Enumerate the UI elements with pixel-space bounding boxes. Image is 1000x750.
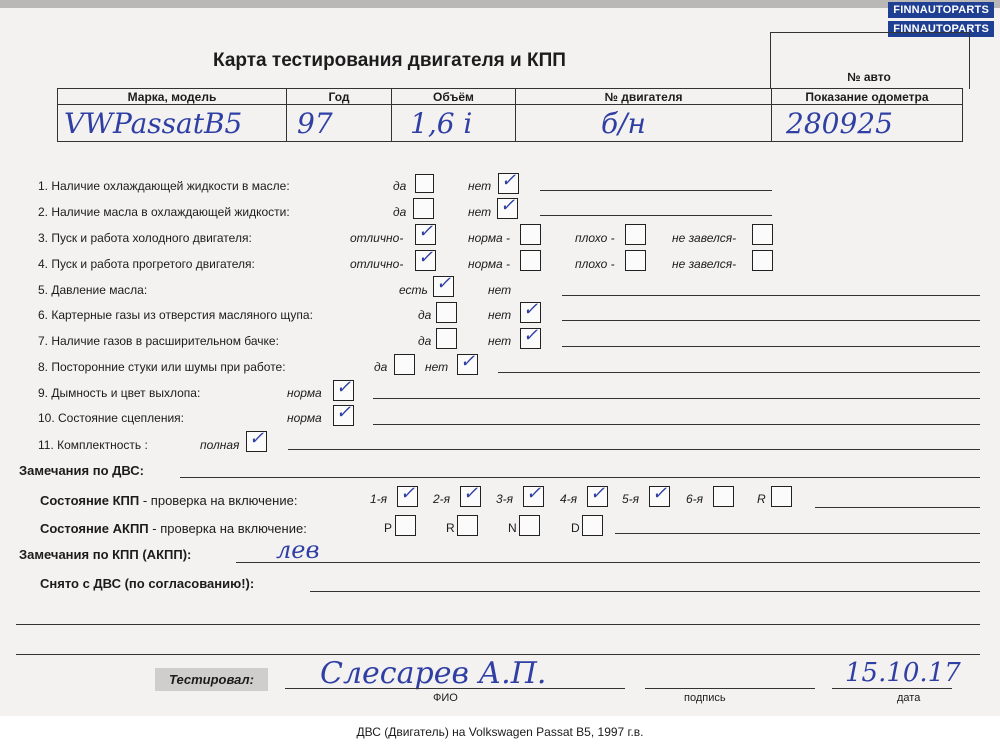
kpp-remarks-label: Замечания по КПП (АКПП): (19, 547, 192, 562)
checkbox-q4-norma[interactable] (520, 250, 541, 271)
option-da: да (374, 360, 388, 374)
photo-caption: ДВС (Двигатель) на Volkswagen Passat B5, 1997 г.в. (356, 725, 644, 739)
option-net: нет (425, 360, 449, 374)
option-norma: норма - (468, 231, 511, 245)
akpp-check-label (40, 521, 307, 536)
header-make-model: Марка, модель (58, 89, 287, 105)
akpp-answer-line (615, 533, 980, 534)
engine-remarks-label: Замечания по ДВС: (19, 463, 144, 478)
date-line (832, 688, 952, 689)
check-mark: ✓ (522, 325, 539, 346)
checkbox-q7-da[interactable] (436, 328, 457, 349)
checkbox-q1-da[interactable] (415, 174, 434, 193)
answer-line-q9 (373, 398, 980, 399)
question-7: 7. Наличие газов в расширительном бачке: (38, 334, 279, 348)
question-5: 5. Давление масла: (38, 283, 148, 297)
cell-year (287, 105, 392, 142)
gear-checkbox[interactable] (523, 483, 544, 507)
auto-number-label: № авто (847, 70, 891, 84)
gear-label: 2-я (433, 492, 451, 506)
kpp-answer-line (815, 507, 980, 508)
check-mark: ✓ (499, 195, 516, 216)
checkbox-q9-norma[interactable] (333, 377, 354, 401)
check-mark: ✓ (399, 483, 416, 504)
check-mark: ✓ (522, 299, 539, 320)
check-mark: ✓ (248, 428, 265, 449)
akpp-position-label: R (446, 521, 455, 535)
checkbox-q2-net[interactable] (497, 195, 518, 219)
removed-label-bold: Снято с ДВС (40, 576, 121, 591)
check-mark: ✓ (500, 170, 517, 191)
question-11: 11. Комплектность : (38, 438, 148, 452)
gear-label: 4-я (560, 492, 578, 506)
question-8: 8. Посторонние стуки или шумы при работе: (38, 360, 286, 374)
kpp-label-rest: - проверка на включение: (139, 493, 298, 508)
option-norma: норма (287, 411, 322, 425)
option-otlichno: отлично- (350, 231, 404, 245)
kpp-remarks-value: лев (276, 536, 320, 564)
answer-line-q5 (562, 295, 980, 296)
option-polnaya: полная (200, 438, 240, 452)
scan-edge (0, 0, 1000, 8)
gear-checkbox[interactable] (397, 483, 418, 507)
akpp-label-rest: - проверка на включение: (148, 521, 307, 536)
value-odometer: 280925 (786, 106, 893, 140)
gear-label: 1-я (370, 492, 388, 506)
checkbox-q7-net[interactable] (520, 325, 541, 349)
answer-line-q11 (288, 449, 980, 450)
checkbox-q4-ne-zavelsya[interactable] (752, 250, 773, 271)
gear-checkbox[interactable] (649, 483, 670, 507)
gear-checkbox[interactable] (587, 483, 608, 507)
option-norma: норма (287, 386, 322, 400)
cell-make-model (58, 105, 287, 142)
value-make-model: VWPassatB5 (64, 106, 243, 140)
akpp-position-label: P (384, 521, 393, 535)
question-9: 9. Дымность и цвет выхлопа: (38, 386, 201, 400)
answer-line-q6 (562, 320, 980, 321)
checkbox-q3-ne-zavelsya[interactable] (752, 224, 773, 245)
akpp-position-label: D (571, 521, 580, 535)
answer-line-q8 (498, 372, 980, 373)
question-2: 2. Наличие масла в охлаждающей жидкости: (38, 205, 290, 219)
option-da: да (393, 179, 407, 193)
option-ne-zavelsya: не завелся- (672, 257, 737, 271)
question-6: 6. Картерные газы из отверстия масляного щупа: (38, 308, 313, 322)
signature-line (645, 688, 815, 689)
answer-line-q1 (540, 190, 772, 191)
removed-label-rest: (по согласованию!): (120, 576, 255, 591)
value-year: 97 (297, 106, 333, 140)
removed-line-1 (310, 591, 980, 592)
header-volume: Объём (392, 89, 516, 105)
check-mark: ✓ (589, 483, 606, 504)
checkbox-q8-net[interactable] (457, 351, 478, 375)
checkbox-q4-otlichno[interactable] (415, 247, 436, 271)
checkbox-q8-da[interactable] (394, 354, 415, 375)
date-label: дата (897, 692, 921, 704)
cell-engine-number (516, 105, 772, 142)
checkbox-q11-polnaya[interactable] (246, 428, 267, 452)
check-mark: ✓ (462, 483, 479, 504)
option-da: да (418, 334, 432, 348)
removed-from-engine-label (40, 576, 254, 591)
kpp-remarks-line (236, 562, 980, 563)
checkbox-q6-da[interactable] (436, 302, 457, 323)
akpp-position-checkbox[interactable] (457, 515, 478, 536)
gear-checkbox[interactable] (771, 486, 792, 507)
value-volume: 1,6 i (410, 106, 473, 140)
gear-label: R (757, 492, 766, 506)
check-mark: ✓ (651, 483, 668, 504)
value-engine-number: б/н (601, 106, 646, 140)
removed-line-2 (16, 624, 980, 625)
question-1: 1. Наличие охлаждающей жидкости в масле: (38, 179, 290, 193)
gear-label: 5-я (622, 492, 640, 506)
kpp-label-bold: Состояние КПП (40, 493, 140, 508)
header-year: Год (287, 89, 392, 105)
watermark-badge-bottom: FINNAUTOPARTS (888, 21, 994, 37)
checkbox-q3-ploho[interactable] (625, 224, 646, 245)
fio-line (285, 688, 625, 689)
option-da: да (393, 205, 407, 219)
header-odometer: Показание одометра (772, 89, 963, 105)
vehicle-info-table (57, 88, 963, 142)
cell-odometer (772, 105, 963, 142)
date-value: 15.10.17 (845, 658, 961, 688)
option-est: есть (399, 283, 428, 297)
check-mark: ✓ (335, 402, 352, 423)
option-net: нет (488, 283, 512, 297)
gear-label: 6-я (686, 492, 704, 506)
gear-label: 3-я (496, 492, 514, 506)
option-net: нет (488, 334, 512, 348)
signature-label: подпись (684, 692, 726, 704)
akpp-position-checkbox[interactable] (582, 515, 603, 536)
akpp-label-bold: Состояние АКПП (40, 521, 149, 536)
tested-by-label: Тестировал: (155, 668, 268, 691)
option-ploho: плохо - (575, 257, 615, 271)
option-net: нет (468, 179, 492, 193)
option-ploho: плохо - (575, 231, 615, 245)
answer-line-q7 (562, 346, 980, 347)
checkbox-q3-norma[interactable] (520, 224, 541, 245)
check-mark: ✓ (417, 221, 434, 242)
checkbox-q4-ploho[interactable] (625, 250, 646, 271)
option-net: нет (488, 308, 512, 322)
kpp-check-label (40, 493, 297, 508)
check-mark: ✓ (459, 351, 476, 372)
checkbox-q2-da[interactable] (413, 198, 434, 219)
question-4: 4. Пуск и работа прогретого двигателя: (38, 257, 255, 271)
tested-by-signature: Слесарев А.П. (320, 656, 547, 691)
checkbox-q10-norma[interactable] (333, 402, 354, 426)
checkbox-q3-otlichno[interactable] (415, 221, 436, 245)
option-da: да (418, 308, 432, 322)
removed-line-3 (16, 654, 980, 655)
akpp-position-checkbox[interactable] (395, 515, 416, 536)
checkbox-q5-est[interactable] (433, 273, 454, 297)
check-mark: ✓ (435, 273, 452, 294)
akpp-position-label: N (508, 521, 517, 535)
option-ne-zavelsya: не завелся- (672, 231, 737, 245)
checkbox-q6-net[interactable] (520, 299, 541, 323)
check-mark: ✓ (525, 483, 542, 504)
checkbox-q1-net[interactable] (498, 170, 519, 194)
question-10: 10. Состояние сцепления: (38, 411, 184, 425)
gear-checkbox[interactable] (460, 483, 481, 507)
akpp-position-checkbox[interactable] (519, 515, 540, 536)
check-mark: ✓ (417, 247, 434, 268)
watermark-badge-top: FINNAUTOPARTS (888, 2, 994, 18)
question-3: 3. Пуск и работа холодного двигателя: (38, 231, 252, 245)
gear-checkbox[interactable] (713, 486, 734, 507)
answer-line-q2 (540, 215, 772, 216)
option-net: нет (468, 205, 492, 219)
option-norma: норма - (468, 257, 511, 271)
card-title: Карта тестирования двигателя и КПП (213, 50, 566, 71)
engine-remarks-line (180, 477, 980, 478)
check-mark: ✓ (335, 377, 352, 398)
option-otlichno: отлично- (350, 257, 404, 271)
fio-label: ФИО (433, 692, 458, 704)
cell-volume (392, 105, 516, 142)
header-engine-number: № двигателя (516, 89, 772, 105)
answer-line-q10 (373, 424, 980, 425)
